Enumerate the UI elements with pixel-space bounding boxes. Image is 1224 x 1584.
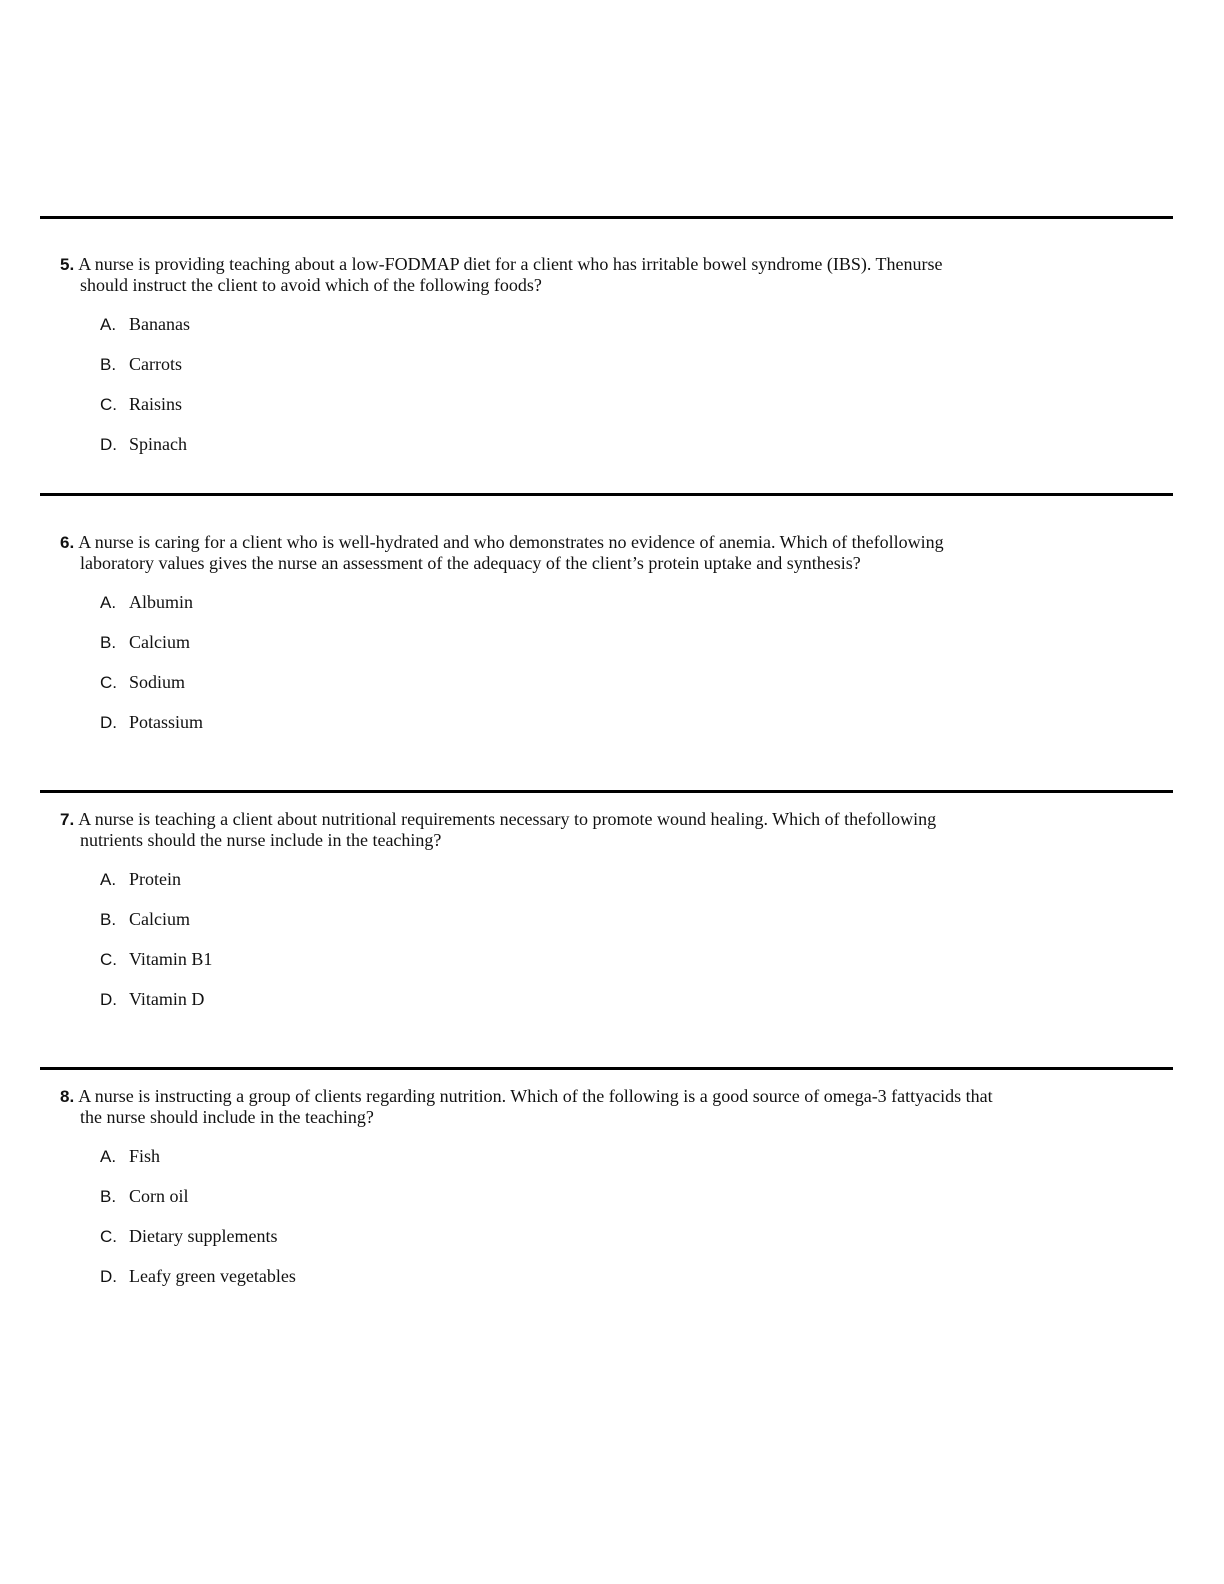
option-text: Leafy green vegetables <box>129 1266 296 1286</box>
section-divider <box>40 493 1173 496</box>
answer-option-d[interactable] <box>100 434 1140 474</box>
option-text: Vitamin B1 <box>129 949 213 969</box>
answer-option-b[interactable] <box>100 354 1140 394</box>
question-text-line-1: A nurse is teaching a client about nutritional requirements necessary to promote wound healing. Which of thefollowing <box>78 809 937 829</box>
option-letter: A. <box>100 315 117 334</box>
answer-options <box>100 1146 1140 1306</box>
answer-option-b[interactable] <box>100 632 1140 672</box>
option-text: Albumin <box>129 592 194 612</box>
option-text: Vitamin D <box>129 989 205 1009</box>
question-6 <box>60 532 1140 752</box>
answer-option-a[interactable] <box>100 1146 1140 1186</box>
option-letter: D. <box>100 713 117 732</box>
answer-option-a[interactable] <box>100 592 1140 632</box>
answer-option-c[interactable] <box>100 672 1140 712</box>
section-divider <box>40 1067 1173 1070</box>
option-letter: D. <box>100 435 117 454</box>
answer-option-c[interactable] <box>100 949 1140 989</box>
option-letter: C. <box>100 395 117 414</box>
option-letter: A. <box>100 1147 117 1166</box>
question-5 <box>60 254 1140 474</box>
question-stem <box>60 532 1140 573</box>
answer-options <box>100 869 1140 1029</box>
question-text-line-1: A nurse is instructing a group of clients regarding nutrition. Which of the following is a good source of omega-3 fattyacids that <box>78 1086 993 1106</box>
answer-option-b[interactable] <box>100 1186 1140 1226</box>
option-text: Sodium <box>129 672 186 692</box>
answer-option-c[interactable] <box>100 1226 1140 1266</box>
answer-option-c[interactable] <box>100 394 1140 434</box>
option-letter: A. <box>100 870 117 889</box>
option-text: Calcium <box>129 909 190 929</box>
question-number: 6. <box>60 533 75 552</box>
option-text: Raisins <box>129 394 183 414</box>
question-stem <box>60 1086 1140 1127</box>
option-letter: B. <box>100 1187 117 1206</box>
question-text-line-2: laboratory values gives the nurse an assessment of the adequacy of the client’s protein uptake and synthesis? <box>80 553 861 573</box>
option-text: Potassium <box>129 712 204 732</box>
option-text: Corn oil <box>129 1186 189 1206</box>
option-text: Fish <box>129 1146 161 1166</box>
option-letter: B. <box>100 910 117 929</box>
question-text-line-1: A nurse is caring for a client who is well-hydrated and who demonstrates no evidence of anemia. Which of thefollowing <box>78 532 944 552</box>
option-text: Calcium <box>129 632 190 652</box>
question-7 <box>60 809 1140 1029</box>
option-letter: C. <box>100 950 117 969</box>
option-letter: A. <box>100 593 117 612</box>
question-stem <box>60 809 1140 850</box>
section-divider <box>40 216 1173 219</box>
question-text-line-1: A nurse is providing teaching about a low-FODMAP diet for a client who has irritable bowel syndrome (IBS). Thenurse <box>78 254 943 274</box>
answer-option-d[interactable] <box>100 1266 1140 1306</box>
option-letter: D. <box>100 1267 117 1286</box>
question-number: 7. <box>60 810 75 829</box>
option-text: Protein <box>129 869 181 889</box>
answer-option-d[interactable] <box>100 712 1140 752</box>
option-letter: C. <box>100 1227 117 1246</box>
question-number: 8. <box>60 1087 75 1106</box>
question-stem <box>60 254 1140 295</box>
question-text-line-2: nutrients should the nurse include in the teaching? <box>80 830 442 850</box>
question-number: 5. <box>60 255 75 274</box>
option-text: Bananas <box>129 314 190 334</box>
answer-options <box>100 314 1140 474</box>
answer-option-a[interactable] <box>100 869 1140 909</box>
question-text-line-2: should instruct the client to avoid which of the following foods? <box>80 275 542 295</box>
answer-option-a[interactable] <box>100 314 1140 354</box>
option-letter: C. <box>100 673 117 692</box>
option-letter: B. <box>100 355 117 374</box>
option-letter: D. <box>100 990 117 1009</box>
answer-option-b[interactable] <box>100 909 1140 949</box>
option-letter: B. <box>100 633 117 652</box>
option-text: Spinach <box>129 434 187 454</box>
section-divider <box>40 790 1173 793</box>
option-text: Carrots <box>129 354 182 374</box>
question-8 <box>60 1086 1140 1306</box>
option-text: Dietary supplements <box>129 1226 278 1246</box>
answer-option-d[interactable] <box>100 989 1140 1029</box>
question-text-line-2: the nurse should include in the teaching? <box>80 1107 374 1127</box>
answer-options <box>100 592 1140 752</box>
